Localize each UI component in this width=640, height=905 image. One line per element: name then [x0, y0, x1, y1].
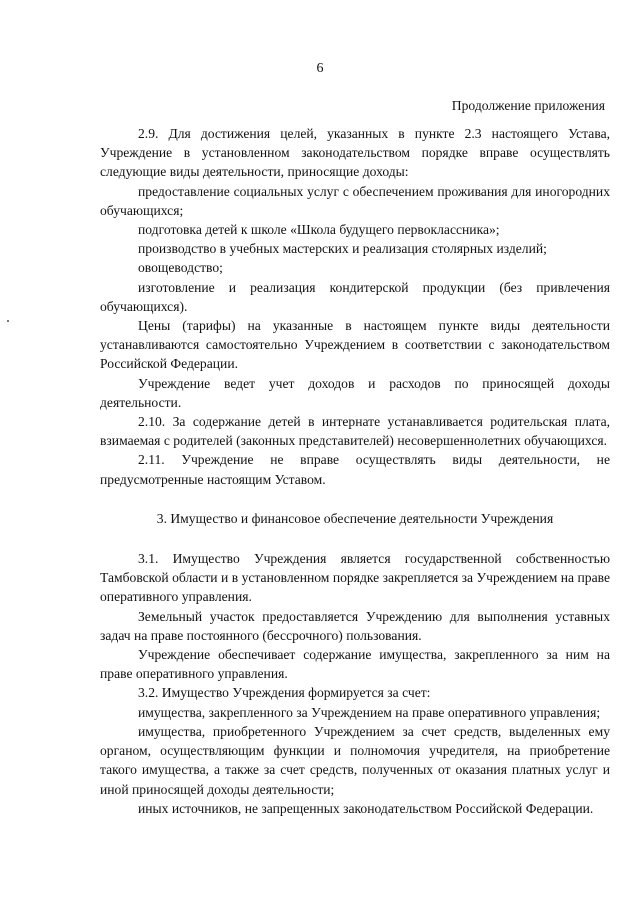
paragraph-2-9: 2.9. Для достижения целей, указанных в пункте 2.3 настоящего Устава, Учреждение в установленном законодательством порядке вправе осуществлять следующие виды деятельности, приносящие доходы: [100, 126, 610, 180]
paragraph-land: Земельный участок предоставляется Учреждению для выполнения уставных задач на праве постоянного (бессрочного) пользования. [100, 608, 610, 643]
list-item-assigned-property: имущества, закрепленного за Учреждением на праве оперативного управления; [138, 704, 601, 720]
list-item-social-services: предоставление социальных услуг с обеспечением проживания для иногородних обучающихся; [100, 183, 610, 218]
section-3-heading: 3. Имущество и финансовое обеспечение деятельности Учреждения [156, 510, 554, 526]
paragraph-2-10: 2.10. За содержание детей в интернате устанавливается родительская плата, взимаемая с родителей (законных представителей) несовершеннолетних обучающихся. [100, 414, 610, 449]
paragraph-maintenance: Учреждение обеспечивает содержание имущества, закрепленного за ним на праве оперативного управления. [100, 647, 610, 682]
list-item-acquired-property: имущества, приобретенного Учреждением за счет средств, выделенных ему органом, осуществляющим функции и полномочия учредителя, на приобретение такого имущества, а также за счет средств, полученных от оказания платных услуг и иной приносящей доходы деятельности; [100, 723, 610, 797]
document-body [100, 124, 610, 818]
list-item-confectionery: изготовление и реализация кондитерской продукции (без привлечения обучающихся). [100, 279, 610, 314]
list-item-workshops: производство в учебных мастерских и реализация столярных изделий; [138, 241, 547, 257]
page-number: 6 [316, 61, 324, 76]
paragraph-3-1: 3.1. Имущество Учреждения является государственной собственностью Тамбовской области и в установленном порядке закрепляется за Учреждением на праве оперативного управления. [100, 551, 610, 605]
scan-speck [7, 320, 9, 322]
paragraph-accounting: Учреждение ведет учет доходов и расходов по приносящей доходы деятельности. [100, 375, 610, 410]
continuation-label: Продолжение приложения [451, 98, 605, 113]
list-item-other-sources: иных источников, не запрещенных законодательством Российской Федерации. [138, 800, 594, 816]
list-item-vegetables: овощеводство; [138, 260, 223, 276]
paragraph-2-11: 2.11. Учреждение не вправе осуществлять виды деятельности, не предусмотренные настоящим Уставом. [100, 452, 610, 487]
paragraph-3-2: 3.2. Имущество Учреждения формируется за счет: [138, 685, 431, 701]
paragraph-prices: Цены (тарифы) на указанные в настоящем пункте виды деятельности устанавливаются самостоятельно Учреждением в соответствии с законодательством Российской Федерации. [100, 318, 610, 372]
list-item-school-prep: подготовка детей к школе «Школа будущего первоклассника»; [138, 222, 500, 238]
